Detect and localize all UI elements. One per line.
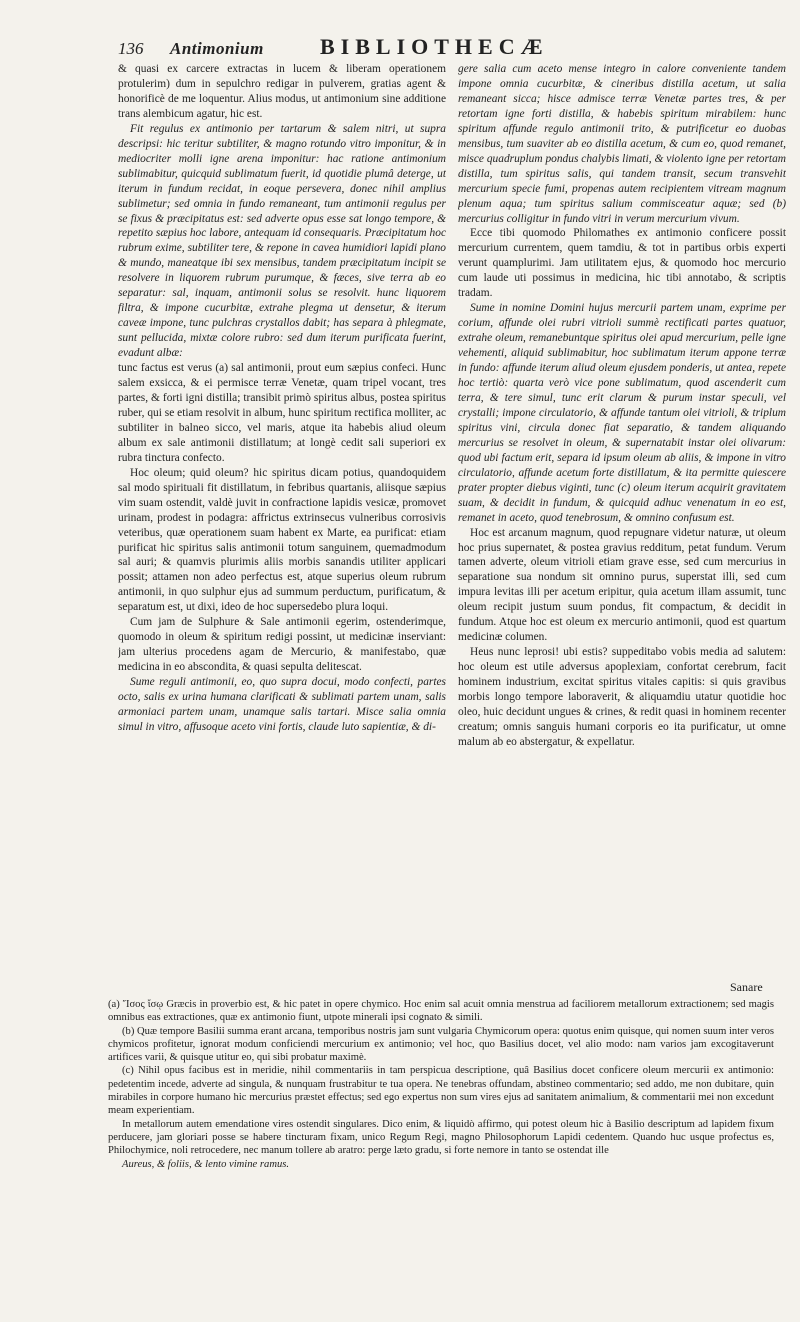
page-title: BIBLIOTHECÆ — [320, 34, 549, 59]
paragraph: Ecce tibi quomodo Philomathes ex antimonio conficere possit mercurium currentem, quem tamdiu, & tot in partibus orbis experti verunt quamplurimi. Jam utilitatem ejus, & quomodo hoc mercurio cum laude uti possimus in medicina, hic tibi annotabo, & scriptis tradam. — [458, 227, 786, 300]
catchword: Sanare — [730, 980, 763, 994]
running-title: Antimonium — [170, 39, 264, 58]
paragraph: Sume reguli antimonii, eo, quo supra docui, modo confecti, partes octo, salis ex urina humana clarificati & sublimati partem unam, salis armoniaci partem unam, unamque salis tartari. Misce salia omnia simul in vitro, affusoque aceto vini fortis, claude luto sapientiæ, & di- — [118, 676, 446, 733]
left-column — [118, 62, 446, 980]
footnote: (b) Quæ tempore Basilii summa erant arcana, temporibus nostris jam sunt vulgaria Chymicorum opera: quotus enim quisque, qui nomen suum inter veros chymicos profitetur, ignorat modum conficiendi mercurium ex antimonio; vel hoc, quo Basilius docet, vel alio modo: nam varios jam excogitaverunt artifices varii, & quisque utitur eo, qui sibi probatur maximè. — [108, 1025, 774, 1064]
paragraph: Hoc oleum; quid oleum? hic spiritus dicam potius, quandoquidem sal modo spirituali fit distillatum, in febribus quartanis, aliisque sæpius vim suam ostendit, valdè juvit in confractione lapidis vesicæ, promovet urinam, prodest in podagra: affrictus extrinsecus vulneribus corrosivis veteribus, quæ operationem suam habent ex Marte, ea purificat: etiam purificat hic spiritus salis antimonii totum sanguinem, quemadmodum sal auri; & quamvis plurimis aliis morbis sanandis utiliter applicari possit; attamen non adeo perfectus est, atque superius oleum rubrum antimonii, in quo sulphur ejus ad summum perductum, purificatum, & separatum est, ut dixi, ideo de hoc supersedebo plura loqui. — [118, 466, 446, 614]
footnote: (a) Ἴσος ἴσῳ Græcis in proverbio est, & hic patet in opere chymico. Hoc enim sal acuit omnia menstrua ad faciliorem metallorum extractionem; sed magis omnibus eas extractiones, quæ ex antimonio fiunt, utpote minerali ipsi cognato & simili. — [108, 999, 774, 1024]
paragraph: Cum jam de Sulphure & Sale antimonii egerim, ostenderimque, quomodo in oleum & spiritum redigi possint, ut medicinæ inserviant: jam ulterius procedens agam de Mercurio, & manifestabo, quæ medicina in eo abscondita, & quasi sepulta delitescat. — [118, 616, 446, 674]
footnote: Aureus, & foliis, & lento vimine ramus. — [122, 1158, 290, 1170]
footnote: (c) Nihil opus facibus est in meridie, nihil commentariis in tam perspicua descriptione, quâ Basilius docet conficere oleum mercurii ex antimonio: pedetentim incede, adverte ad singula, & nunquam frustrabitur te tua opera. Ne tenebras offundam, abstineo commentario; sed addo, me non dubitare, quin mirabiles in corpore humano hic mercurius præstet effectus; sed ego expertus non sum vires ejus ad sanitatem animalium, & commentarii mei non excedunt meam experientiam. — [108, 1065, 774, 1117]
paragraph: gere salia cum aceto mense integro in calore conveniente tandem impone omnia cucurbitæ, & cineribus distilla acetum, ut salia remaneant sicca; hisce admisce terræ Venetæ partes tres, & per retortam igne forti distilla, & habebis spiritum mirabilem: hunc spiritum affunde regulo antimonii trito, & putrificetur eo duobas mensibus, tum suaviter ab eo distilla acetum, & cum eo, quod remanet, misce quadruplum pondus chalybis limati, & violento igne per retortam distilla, tum spiritus salis, qui tandem transit, secum transvehit mercurium specie fumi, propenas autem recipientem vitream magnum plenum aqua; tum spiritus salium commisceatur aquæ; sed (b) mercurius colligitur in fundo vitri in verum mercurium vivum. — [458, 63, 786, 225]
paragraph: tunc factus est verus (a) sal antimonii, prout eum sæpius confeci. Hunc salem exsicca, & ei permisce terræ Venetæ, quam tripel vocant, tres partes, & forti igni distilla; transibit primò spiritus albus, postea spiritus ruber, qui se etiam resolvit in album, hunc spiritum rectifica molliter, ac subtiliter in balneo sicco, vel maris, atque ita habebis aliud oleum album ex sale antimonii distillatum; at longè cedit sali superiori ex rubra tinctura confecto. — [118, 362, 446, 464]
page-number: 136 — [118, 39, 144, 58]
paragraph: Sume in nomine Domini hujus mercurii partem unam, exprime per corium, affunde olei rubri vitrioli summè rectificati partes quatuor, extrahe oleum, remanebuntque spiritus olei apud mercurium, pelle igne vehementi, aliquid sublimabitur, hoc sublimatum iterum appone terræ in fundo: affunde iterum aliud oleum ejusdem ponderis, ut antea, repete hoc tertiò: quarta verò vice pone sublimatum, quod ascenderit cum terra, & tere simul, tunc erit clarum & purum instar speculi, vel crystalli; impone circulatorio, & affunde tantum olei vitrioli, & triplum spiritus vini, circula donec fiat separatio, & tandem aliquando mercurius se resolvet in oleum, & supernatabit instar olei olivarum: quod ubi factum erit, separa id ipsum oleum ab aliis, & impone in vitro circulatorio, affunde acetum forte distillatum, & ita permitte quiescere prater propter diebus viginti, tunc (c) oleum iterum acquirit gravitatem suam, & decidit in fundum, & quicquid adhuc venenatum in eo est, remanet in aceto, quod tenebrosum, & omnino confusum est. — [458, 302, 786, 524]
right-column — [458, 62, 786, 980]
paragraph: Heus nunc leprosi! ubi estis? suppeditabo vobis media ad salutem: hoc oleum est utile adversus apoplexiam, confortat cerebrum, facit hominem industrium, excitat spiritus vitales capitis: si quis gravibus morbis longo tempore laboraverit, & aliquamdiu utatur quotidie hoc oleo, huic decidunt ungues & crines, & redit quasi in hominem recenter creatum; omnis sanguis humani corporis eo ita purificatur, ut omne malum ab eo abstergatur, & expellatur. — [458, 646, 786, 748]
paragraph: & quasi ex carcere extractas in lucem & liberam operationem protulerim) dum in sepulchro redigar in pulverem, gratias agent & honorificè de me loquentur. Alius modus, ut antimonium sine additione trans alembicum agatur, hic est. — [118, 63, 446, 120]
paragraph: Hoc est arcanum magnum, quod repugnare videtur naturæ, ut oleum hoc prius supernatet, & postea gravius redditum, petat fundum. Verum tamen adverte, oleum vitrioli etiam grave esse, sed cum mercurius in separatione sua nondum sit omnino purus, superstat illi, sed cum impura levitas illi per acetum eripitur, quia acetum illam assumit, tunc oleum recipit justum suum pondus, fit compactum, & decidit in fundum. Atque hoc est oleum ex mercurio antimonii, quod est quartum medicinæ columen. — [458, 526, 786, 644]
footnotes — [108, 998, 774, 1248]
page-header — [118, 34, 778, 64]
footnote: In metallorum autem emendatione vires ostendit singulares. Dico enim, & liquidò affirmo, qui potest oleum hic à Basilio descriptum ad lapidem fixum perducere, jam gloriari posse se habere tincturam fixam, unico Regum Regi, magno Philosophorum Lapidi cedentem. Quando huc usque profectus es, Philochymice, noli retrocedere, nec manum tollere ab aratro: perge læto gradu, si forte nemore in tanto se ostendat ille — [108, 1118, 774, 1157]
paragraph: Fit regulus ex antimonio per tartarum & salem nitri, ut supra descripsi: hic teritur subtiliter, & magno rotundo vitro imponitur, & in mediocriter molli igne arena imponitur: hac ratione antimonium sublimabitur, quicquid sublimatum fuerit, id quotidie plumâ deterge, ut iterum in fundum recidat, in eoque persevera, donec nihil amplius sublimetur; sed omnia in fundo remaneant, tum antimonii regulus per se fixus & præcipitatus est: sed adverte opus esse sat longo tempore, & repetito sæpius hoc labore, antequam id consequaris. Præcipitatum hoc rubrum exime, subtiliter tere, & repone in cavea humidiori lapidi plano & mundo, maneatque ibi sex mensibus, tandem præcipitatum incipit se resolvere in liquorem rubrum purumque, & fæces, sive terra ab eo separatur: sal, inquam, antimonii solus se resolvit. hunc liquorem filtra, & impone cucurbitæ, extrahe plegma ut densetur, & iterum caveæ impone, tunc pulchras crystallos dabit; has separa à phlegmate, sunt pellucida, mixtæ colore rubro: sed dum iterum purificata fuerint, evadunt albæ: — [118, 122, 446, 360]
